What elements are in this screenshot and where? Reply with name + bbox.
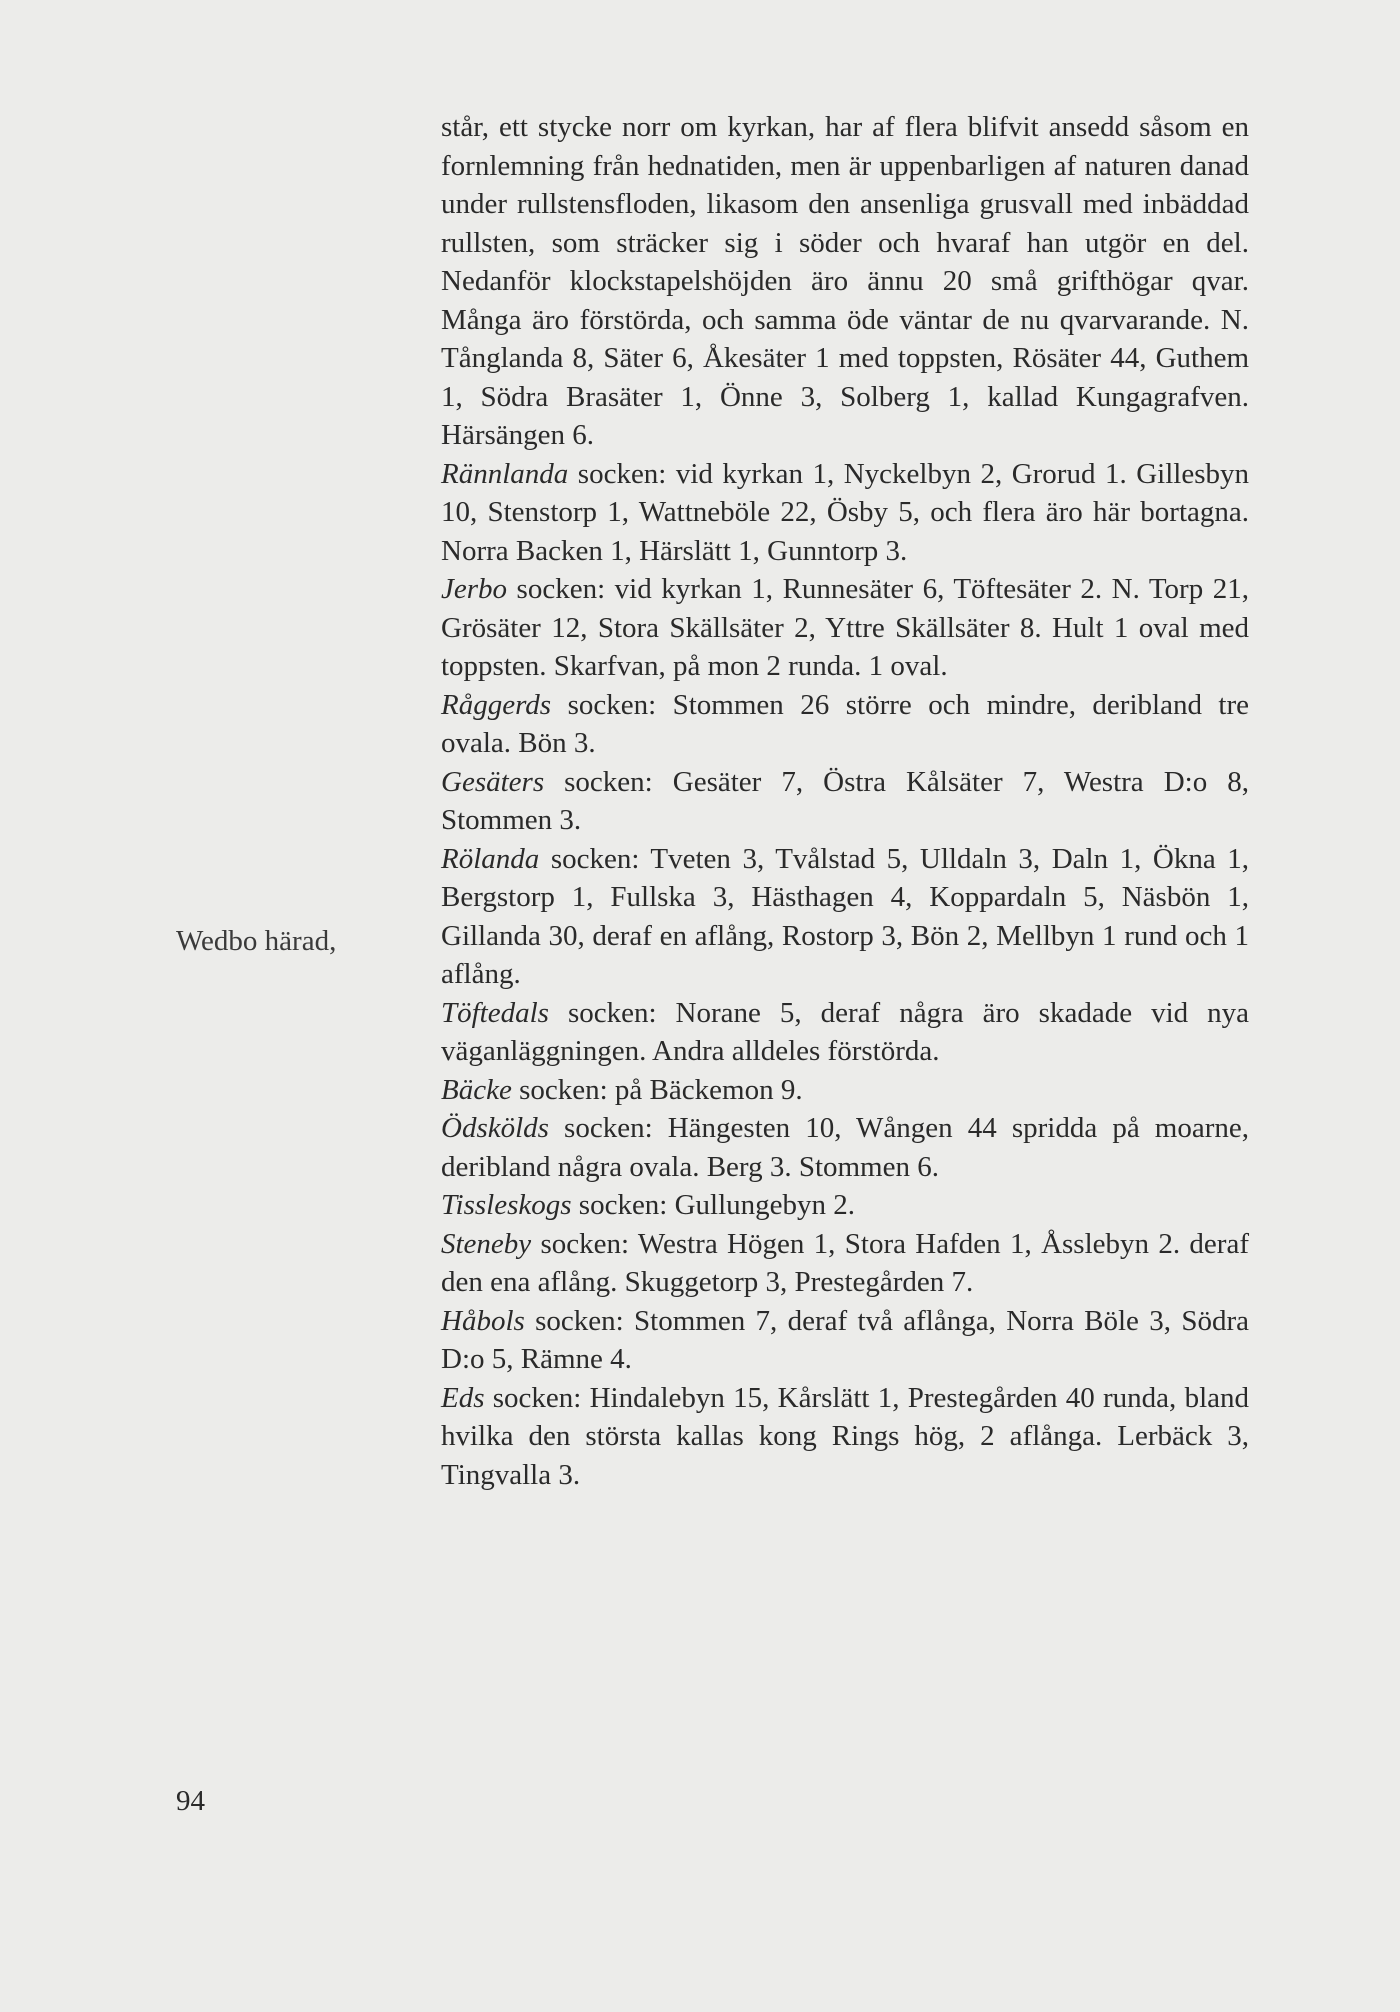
paragraph-backe — [441, 1071, 1249, 1110]
paragraph-raggerds — [441, 686, 1249, 763]
paragraph-text: står, ett stycke norr om kyrkan, har af flera blifvit ansedd såsom en fornlemning från hednatiden, men är uppenbarligen af naturen danad under rullstensfloden, likasom den ansenliga grusvall med inbäddad rullsten, som sträcker sig i söder och hvaraf han utgör en del. Nedanför klockstapelshöjden äro ännu 20 små grifthögar qvar. Många äro förstörda, och samma öde väntar de nu qvarvarande. N. Tånglanda 8, Säter 6, Åkesäter 1 med toppsten, Rösäter 44, Guthem 1, Södra Brasäter 1, Önne 3, Solberg 1, kallad Kungagrafven. Härsängen 6. — [441, 111, 1249, 451]
parish-name: Rölanda — [441, 842, 540, 875]
paragraph-text: socken: Tveten 3, Tvålstad 5, Ulldaln 3, Daln 1, Ökna 1, Bergstorp 1, Fullska 3, Hästhagen 4, Koppardaln 5, Näsbön 1, Gillanda 30, deraf en aflång, Rostorp 3, Bön 2, Mellbyn 1 rund och 1 aflång. — [441, 842, 1249, 990]
paragraph-text: socken: vid kyrkan 1, Runnesäter 6, Töftesäter 2. N. Torp 21, Grösäter 12, Stora Skällsäter 2, Yttre Skällsäter 8. Hult 1 oval med toppsten. Skarfvan, på mon 2 runda. 1 oval. — [441, 573, 1249, 682]
parish-name: Håbols — [441, 1304, 525, 1337]
paragraph-text: socken: Stommen 7, deraf två aflånga, Norra Böle 3, Södra D:o 5, Rämne 4. — [441, 1304, 1249, 1375]
paragraph-text: socken: Gullungebyn 2. — [571, 1189, 856, 1221]
paragraph-jerbo — [441, 570, 1249, 686]
paragraph-steneby — [441, 1225, 1249, 1302]
paragraph-text: socken: Gesäter 7, Östra Kålsäter 7, Westra D:o 8, Stommen 3. — [441, 765, 1249, 836]
parish-name: Jerbo — [441, 573, 508, 605]
parish-name: Eds — [441, 1381, 485, 1414]
paragraph-intro — [441, 108, 1249, 455]
parish-name: Töftedals — [441, 996, 549, 1029]
paragraph-text: socken: Stommen 26 större och mindre, deribland tre ovala. Bön 3. — [441, 688, 1249, 759]
paragraph-rannlanda — [441, 455, 1249, 571]
paragraph-text: socken: Westra Högen 1, Stora Hafden 1, Åsslebyn 2. deraf den ena aflång. Skuggetorp 3, Prestegården 7. — [441, 1227, 1249, 1298]
margin-note-district: Wedbo härad, — [176, 925, 337, 957]
paragraph-tissleskogs — [441, 1186, 1249, 1225]
paragraph-gesaters — [441, 763, 1249, 840]
parish-name: Rännlanda — [441, 457, 569, 490]
parish-name: Bäcke — [441, 1073, 512, 1106]
parish-name: Råggerds — [441, 688, 552, 721]
paragraph-text: socken: Hindalebyn 15, Kårslätt 1, Prestegården 40 runda, bland hvilka den största kallas kong Rings hög, 2 aflånga. Lerbäck 3, Tingvalla 3. — [441, 1381, 1249, 1491]
paragraph-habols — [441, 1302, 1249, 1379]
paragraph-text: socken: Hängesten 10, Wången 44 spridda på moarne, deribland några ovala. Berg 3. Stommen 6. — [441, 1112, 1249, 1183]
parish-name: Tissleskogs — [441, 1189, 572, 1221]
paragraph-odskolds — [441, 1109, 1249, 1186]
parish-name: Gesäters — [441, 765, 545, 798]
parish-name: Ödskölds — [441, 1112, 549, 1144]
paragraph-text: socken: vid kyrkan 1, Nyckelbyn 2, Grorud 1. Gillesbyn 10, Stenstorp 1, Wattneböle 22, Ösby 5, och flera äro här bortagna. Norra Backen 1, Härslätt 1, Gunntorp 3. — [441, 457, 1249, 567]
paragraph-rolanda — [441, 840, 1249, 994]
paragraph-eds — [441, 1379, 1249, 1495]
page-number: 94 — [176, 1785, 205, 1817]
paragraph-text: socken: Norane 5, deraf några äro skadade vid nya väganläggningen. Andra alldeles förstörda. — [441, 996, 1249, 1067]
paragraph-toftedals — [441, 994, 1249, 1071]
parish-name: Steneby — [441, 1227, 532, 1260]
paragraph-text: socken: på Bäckemon 9. — [511, 1073, 803, 1106]
main-text-column — [441, 108, 1249, 1494]
